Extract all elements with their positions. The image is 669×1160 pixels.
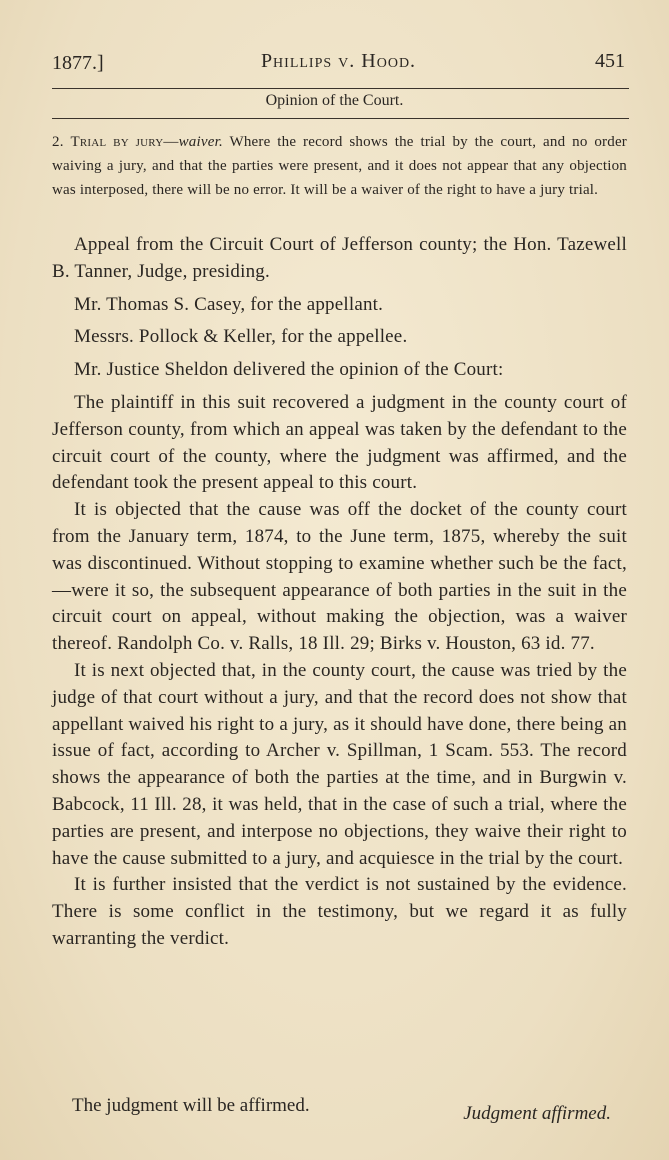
appeal-line: Appeal from the Circuit Court of Jefferson county; the Hon. Tazewell B. Tanner, Judge, presiding. xyxy=(52,234,627,282)
opinion-body xyxy=(52,232,627,953)
counsel-appellee: Messrs. Pollock & Keller, for the appellee. xyxy=(74,326,408,348)
paragraph-3: It is next objected that, in the county court, the cause was tried by the judge of that court without a jury, and that the record does not show that appellant waived his right to a jury, as it should have done, there being an issue of fact, according to Archer v. Spillman, 1 Scam. 553. The record shows the appearance of both the parties at the time, and in Burgwin v. Babcock, 11 Ill. 28, it was held, that in the case of such a trial, where the parties are present, and interpose no objections, they waive their right to have the cause submitted to a jury, and acquiesce in the trial by the court. xyxy=(52,659,627,869)
running-header xyxy=(52,48,625,78)
headnote-number: 2. xyxy=(52,134,64,150)
delivered-by: Mr. Justice Sheldon delivered the opinion of the Court: xyxy=(74,359,504,381)
disposition: Judgment affirmed. xyxy=(463,1103,611,1124)
header-year: 1877.] xyxy=(52,52,104,74)
counsel-appellant: Mr. Thomas S. Casey, for the appellant. xyxy=(74,293,384,315)
closing-statement: The judgment will be affirmed. xyxy=(72,1095,310,1116)
page-number: 451 xyxy=(595,50,625,72)
headnote: 2. Trial by jury—waiver. Where the record shows the trial by the court, and no order waiving a jury, and that the parties were present, and it does not appear that any objection was interposed, there will be no error. It will be a waiver of the right to have a jury trial. xyxy=(52,134,628,198)
paragraph-4: It is further insisted that the verdict is not sustained by the evidence. There is some conflict in the testimony, but we regard it as fully warranting the verdict. xyxy=(52,874,627,949)
paragraph-1: The plaintiff in this suit recovered a judgment in the county court of Jefferson county, from which an appeal was taken by the defendant to the circuit court of the county, where the judgment was affirmed, and the defendant took the present appeal to this court. xyxy=(52,391,627,494)
header-case-title: Phillips v. Hood. xyxy=(260,50,417,72)
headnote-topic: Trial by jury xyxy=(70,134,164,150)
header-rule xyxy=(52,88,629,89)
headnote-subtopic: waiver. xyxy=(178,134,223,150)
headnote-text: Where the record shows the trial by the court, and no order waiving a jury, and that the parties were present, and it does not appear that any objection was interposed, there will be no error. It will be a waiver of the right to have a jury trial. xyxy=(52,134,628,198)
subheading-rule xyxy=(52,118,629,119)
opinion-subheading: Opinion of the Court. xyxy=(265,92,404,109)
paragraph-2: It is objected that the cause was off the docket of the county court from the January term, 1874, to the June term, 1875, whereby the suit was discontinued. Without stopping to examine whether such be the fact,—were it so, the subsequent appearance of both parties in the suit in the circuit court on appeal, without making the objection, was a waiver thereof. Randolph Co. v. Ralls, 18 Ill. 29; Birks v. Houston, 63 id. 77. xyxy=(52,499,627,655)
closing-line xyxy=(52,1095,627,1125)
